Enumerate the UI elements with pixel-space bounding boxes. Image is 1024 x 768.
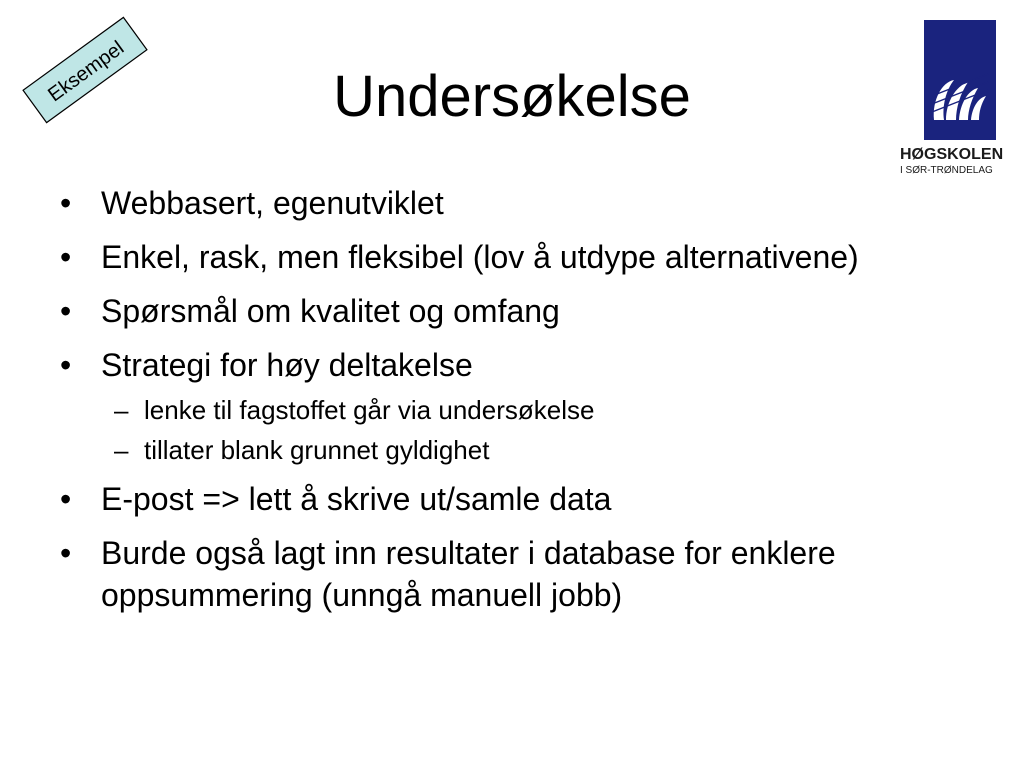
bullet-text: Webbasert, egenutviklet [101, 185, 444, 221]
bullet-list [58, 182, 958, 628]
bullet-item [58, 344, 958, 386]
slide-title: Undersøkelse [333, 64, 691, 129]
sub-bullet-mark: – [114, 435, 129, 465]
logo-name: HØGSKOLEN [900, 146, 1004, 163]
bullet-text: E-post => lett å skrive ut/samle data [101, 481, 612, 517]
bullet-mark: • [60, 293, 72, 329]
bullet-text: Burde også lagt inn resultater i database for enklere oppsummering (unngå manuell jobb) [101, 535, 836, 613]
example-stamp-label: Eksempel [44, 36, 129, 107]
bullet-mark: • [60, 239, 72, 275]
bullet-text: Strategi for høy deltakelse [101, 347, 473, 383]
logo-subtitle: I SØR-TRØNDELAG [900, 165, 993, 176]
bullet-item [58, 182, 958, 224]
bullet-item [58, 478, 958, 520]
sub-bullet-text: tillater blank grunnet gyldighet [144, 435, 490, 465]
bullet-mark: • [60, 535, 72, 571]
logo-emblem-icon [924, 20, 996, 140]
bullet-text: Spørsmål om kvalitet og omfang [101, 293, 560, 329]
sub-bullet-mark: – [114, 395, 129, 425]
bullet-text: Enkel, rask, men fleksibel (lov å utdype alternativene) [101, 239, 859, 275]
sub-bullet-item [58, 434, 958, 466]
bullet-mark: • [60, 185, 72, 221]
sub-bullet-item [58, 394, 958, 426]
sub-bullet-text: lenke til fagstoffet går via undersøkelse [144, 395, 595, 425]
bullet-item [58, 290, 958, 332]
bullet-mark: • [60, 481, 72, 517]
bullet-item [58, 532, 958, 616]
school-logo [900, 18, 1016, 180]
bullet-mark: • [60, 347, 72, 383]
bullet-item [58, 236, 958, 278]
